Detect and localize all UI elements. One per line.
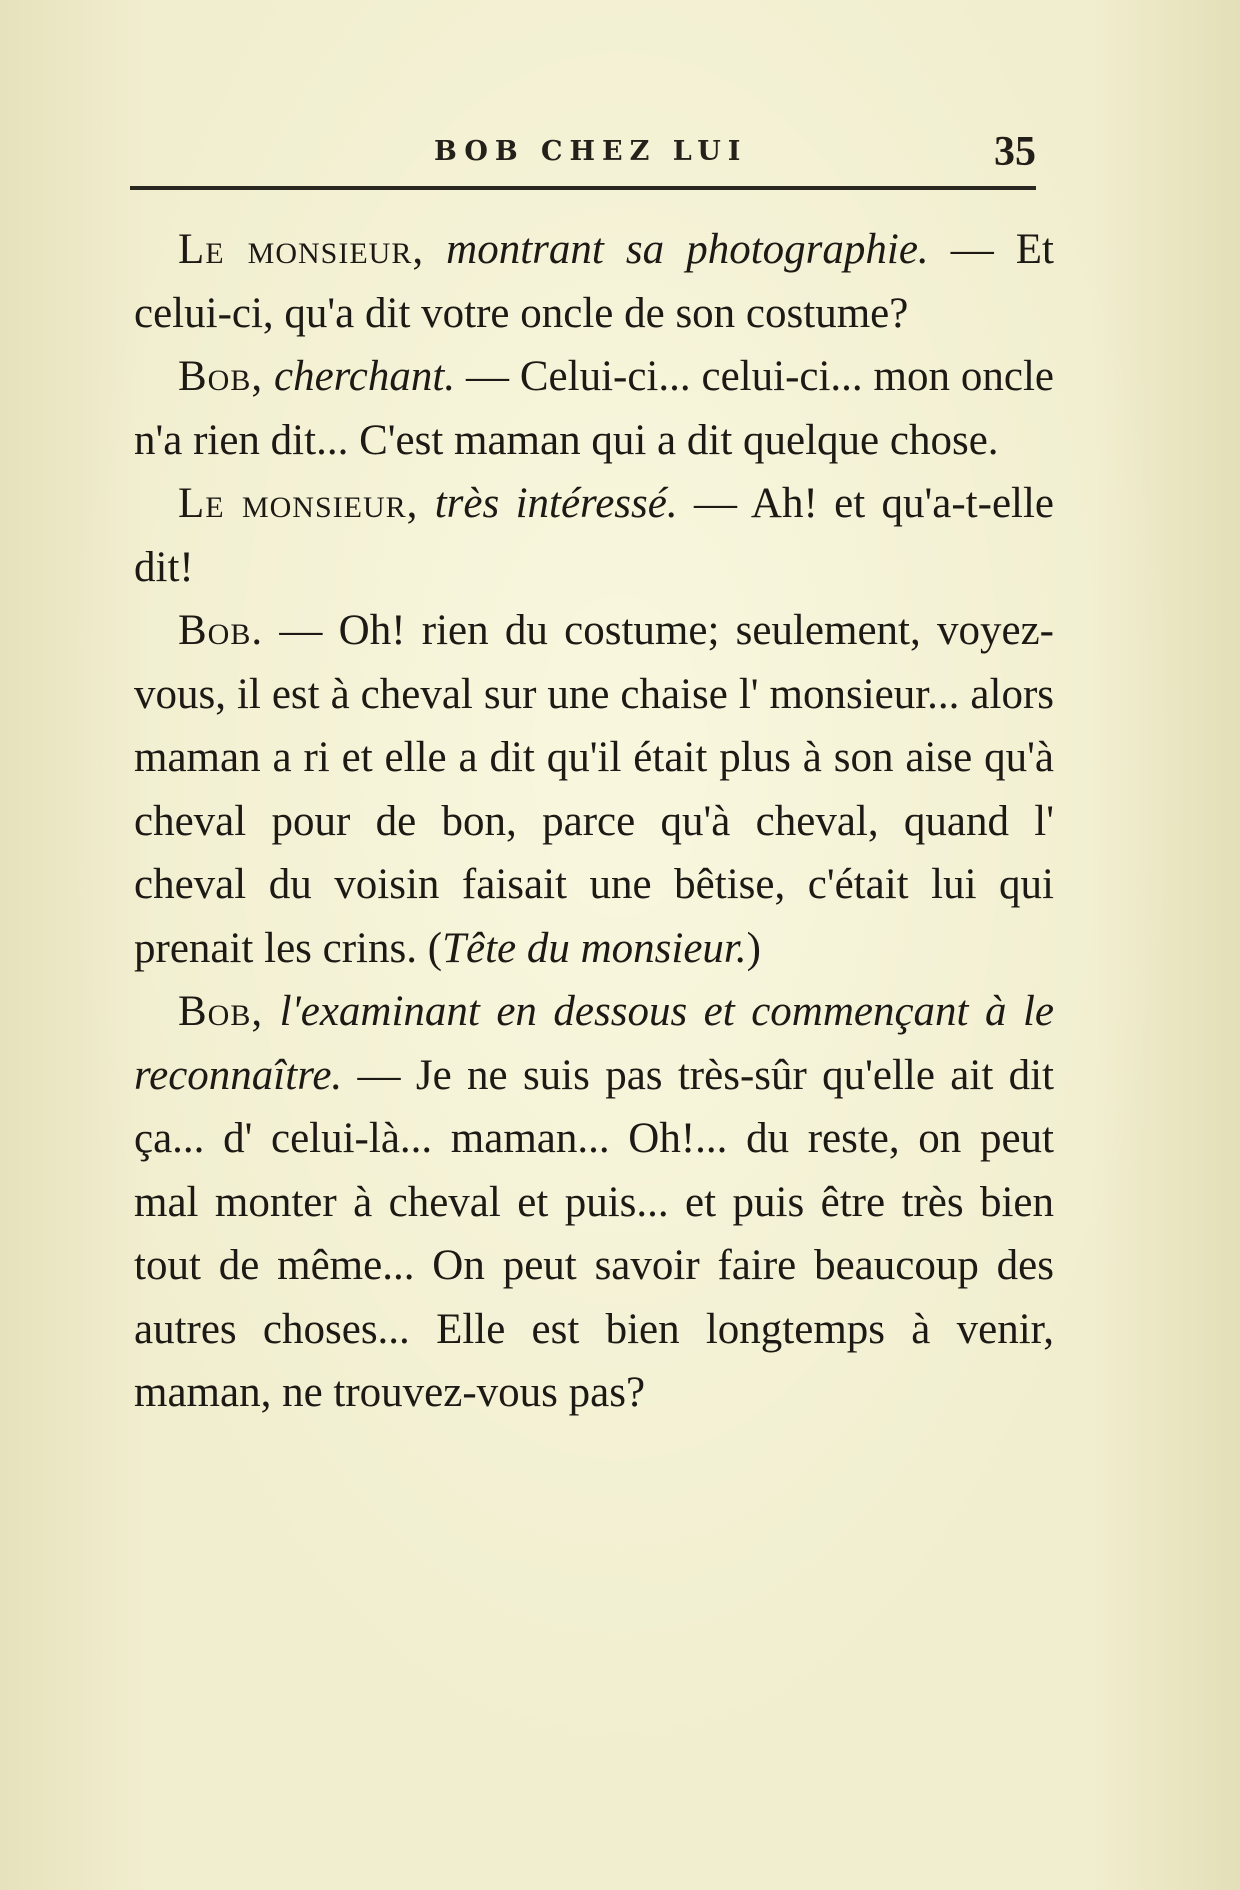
speaker-name: Bob, <box>178 353 264 400</box>
stage-direction: l'examinant en dessous et commençant à le reconnaître. <box>134 988 1054 1099</box>
page-number: 35 <box>994 129 1036 175</box>
stage-direction: montrant sa photographie. <box>446 226 929 273</box>
header-rule <box>130 186 1036 190</box>
running-title: BOB CHEZ LUI <box>434 136 748 167</box>
speech-text: — Celui-ci... celui-ci... mon oncle n'a rien dit... C'est maman qui a dit quelque chose. <box>134 353 1055 464</box>
speech-text: — Oh! rien du costume; seulement, voyez-vous, il est à cheval sur une chaise l' monsieur... alors maman a ri et elle a dit qu'il était plus à son aise qu'à cheval pour de bon, parce qu'à cheval, quand l' cheval du voisin faisait une bêtise, c'était lui qui prenait les crins. <box>134 607 1054 972</box>
aside-stage-direction: Tête du monsieur. <box>442 924 747 972</box>
speaker-name: Bob. <box>178 607 264 654</box>
paragraph-3 <box>134 472 1054 599</box>
body-text <box>134 218 1054 1425</box>
paragraph-4 <box>134 599 1054 980</box>
aside-open-paren: ( <box>427 924 443 972</box>
paragraph-5 <box>134 980 1054 1425</box>
speech-text: — Ah! et qu'a-t-elle dit! <box>134 480 1055 591</box>
aside-close-paren: ) <box>746 924 761 972</box>
speaker-name: Le monsieur, <box>178 480 419 527</box>
speaker-name: Le monsieur, <box>178 226 425 273</box>
speech-text: — Je ne suis pas très-sûr qu'elle ait dit ça... d' celui-là... maman... Oh!... du reste, on peut mal monter à cheval et puis... et puis être très bien tout de même... On peut savoir faire beaucoup des autres choses... Elle est bien longtemps à venir, maman, ne trouvez-vous pas? <box>134 1051 1055 1416</box>
stage-direction: cherchant. <box>274 353 456 400</box>
running-head <box>134 128 1036 178</box>
paragraph-1 <box>134 218 1054 345</box>
stage-direction: très intéressé. <box>434 480 678 527</box>
speaker-name: Bob, <box>178 988 264 1035</box>
speech-text: — Et celui-ci, qu'a dit votre oncle de son costume? <box>134 226 1054 337</box>
paragraph-2 <box>134 345 1054 472</box>
